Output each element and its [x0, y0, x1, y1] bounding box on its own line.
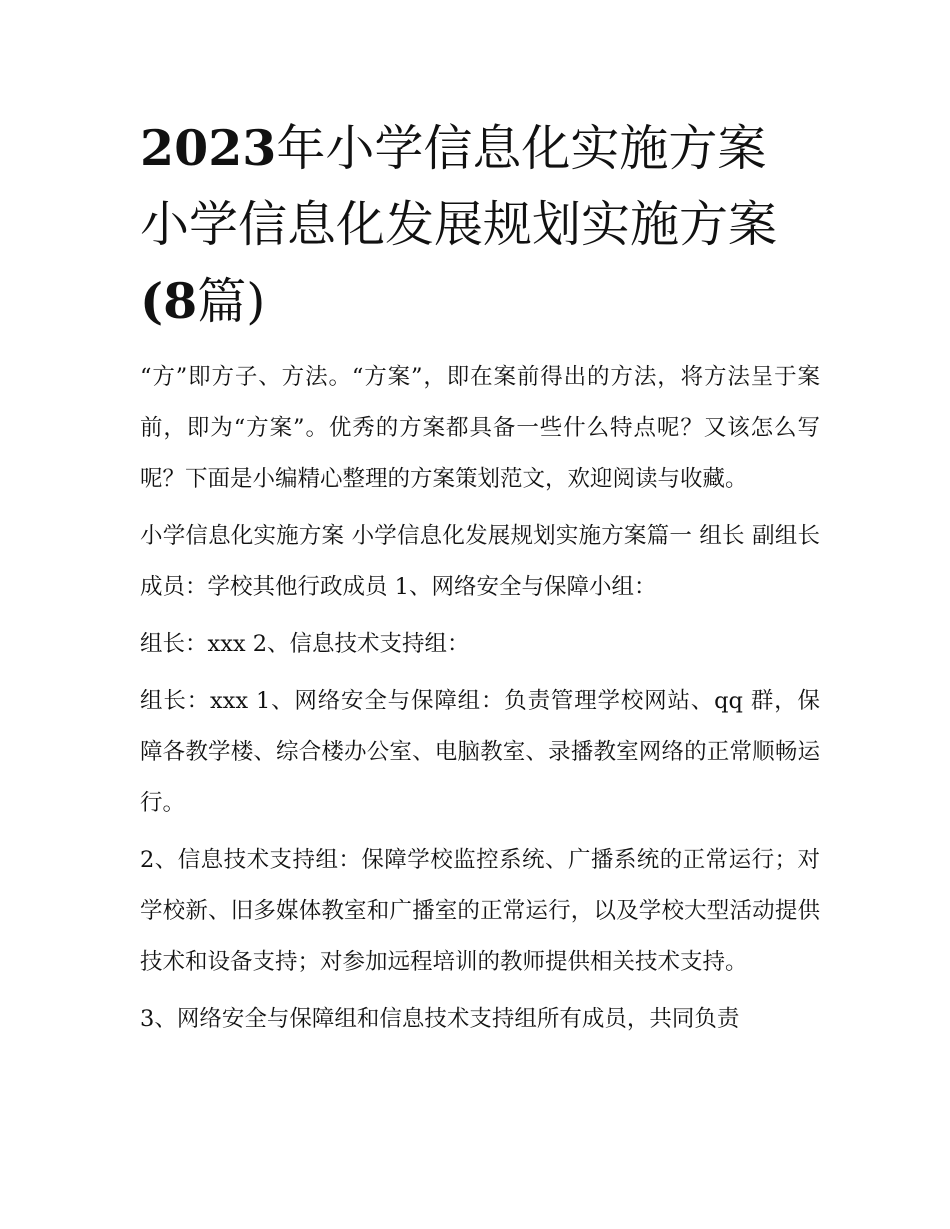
title-count: (8	[140, 272, 198, 330]
body-paragraph: 组长：xxx 2、信息技术支持组：	[140, 631, 470, 657]
title-line-3-text: 篇)	[197, 273, 266, 330]
document-page	[140, 110, 820, 1051]
intro-paragraph: “方”即方子、方法。“方案”，即在案前得出的方法，将方法呈于案前，即为“方案”。优秀的方案都具备一些什么特点呢？又该怎么写呢？下面是小编精心整理的方案策划范文，欢迎阅读与收藏。	[140, 364, 820, 492]
document-title	[140, 110, 820, 340]
title-line-1	[140, 110, 820, 187]
body-paragraph: 小学信息化实施方案 小学信息化发展规划实施方案篇一 组长 副组长 成员：学校其他行政成员 1、网络安全与保障小组：	[140, 523, 820, 600]
title-line-1-text: 年小学信息化实施方案	[276, 120, 767, 177]
title-line-2: 小学信息化发展规划实施方案	[140, 196, 778, 253]
body-paragraph: 2、信息技术支持组：保障学校监控系统、广播系统的正常运行；对学校新、旧多媒体教室和广播室的正常运行，以及学校大型活动提供技术和设备支持；对参加远程培训的教师提供相关技术支持。	[140, 847, 820, 975]
body-paragraph: 组长：xxx 1、网络安全与保障组：负责管理学校网站、qq 群，保障各教学楼、综合楼办公室、电脑教室、录播教室网络的正常顺畅运行。	[140, 688, 820, 816]
body-paragraph: 3、网络安全与保障组和信息技术支持组所有成员，共同负责	[140, 1006, 740, 1032]
title-line-3	[140, 263, 820, 340]
title-year: 2023	[140, 119, 277, 177]
